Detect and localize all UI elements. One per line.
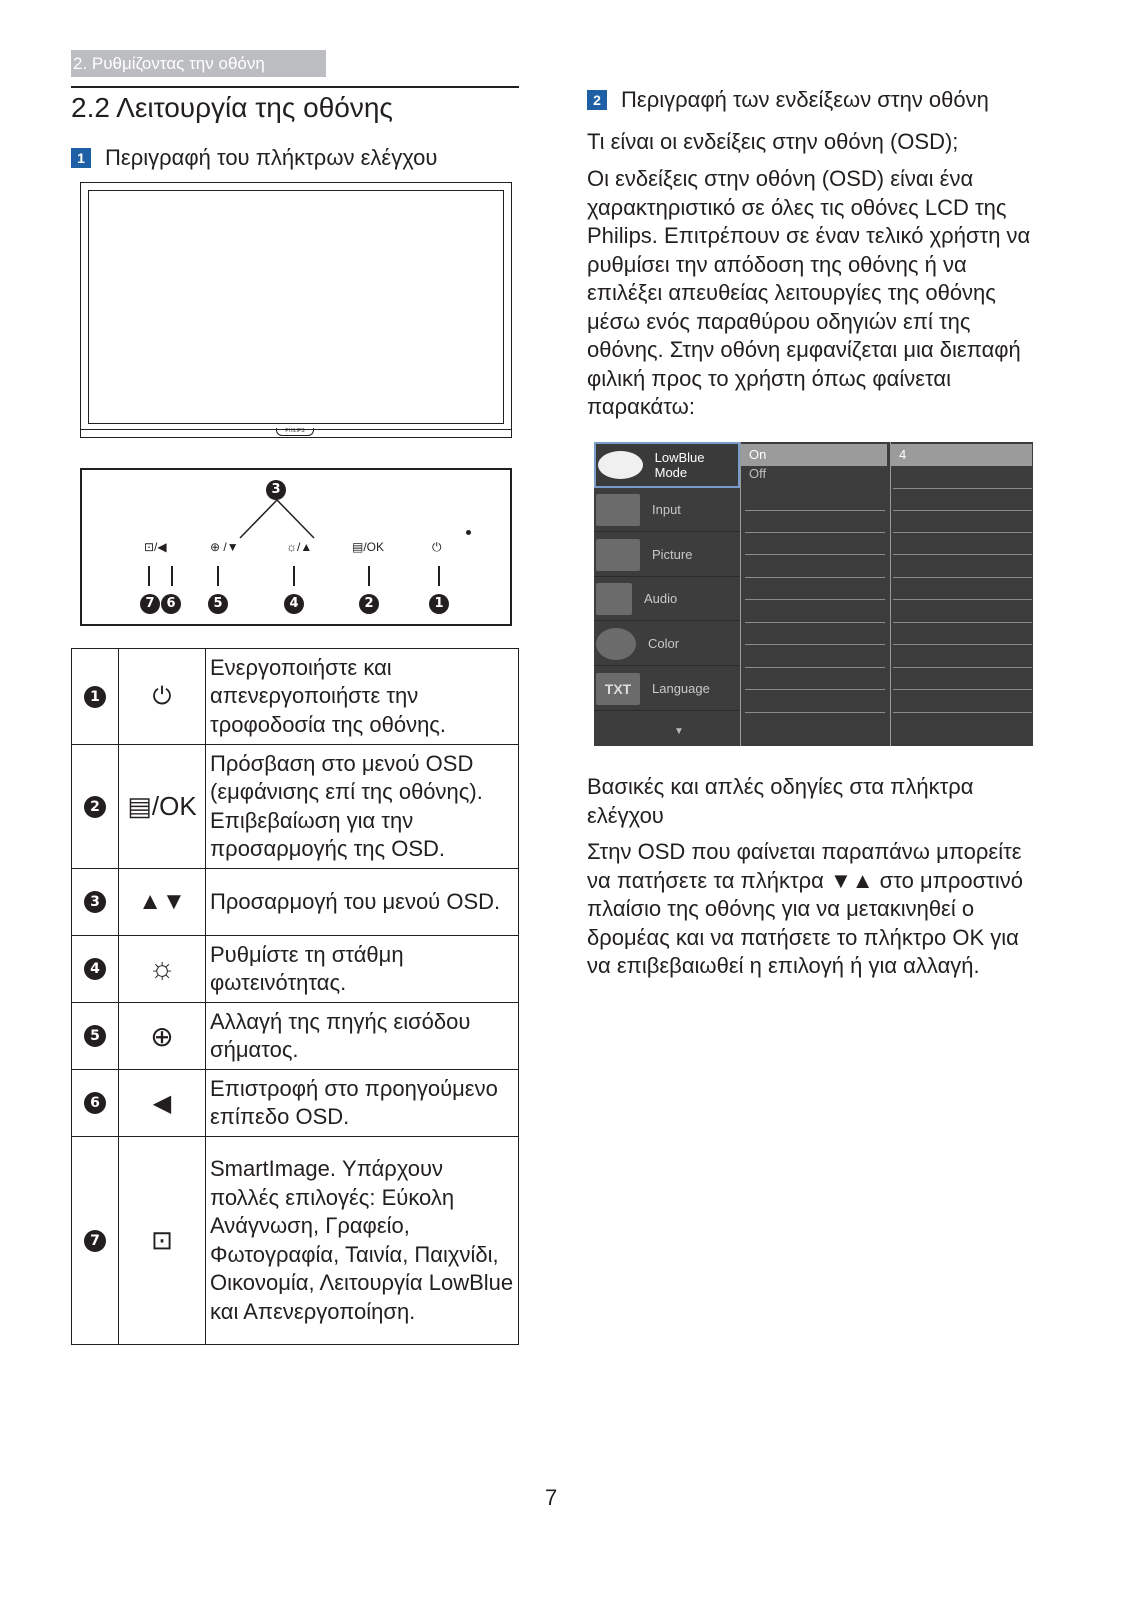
osd-divider [893, 667, 1032, 668]
picture-icon [596, 539, 640, 571]
osd-divider [893, 689, 1032, 690]
input-source-icon [596, 494, 640, 526]
tick [148, 566, 150, 586]
input-icon: ⊕ [150, 1020, 174, 1052]
tick [438, 566, 440, 586]
tick [293, 566, 295, 586]
smartimage-icon: ⊡ [151, 1225, 173, 1255]
osd-item-label: Language [652, 681, 710, 696]
osd-divider [893, 510, 1032, 511]
subheading-controls [71, 144, 437, 172]
osd-divider [893, 712, 1032, 713]
tick [217, 566, 219, 586]
power-icon: ⏻ [152, 682, 172, 710]
basic-instructions-text: Στην OSD που φαίνεται παραπάνω μπορείτε να πατήσετε τα πλήκτρα ▼▲ στο μπροστινό πλαίσιο της οθόνης για να μετακινηθεί ο δρομέας και να πατήσετε το πλήκτρο OK για να επιβεβαιωθεί η επιλογή ή για αλλαγή. [587, 839, 1023, 978]
row-description: Επιστροφή στο προηγούμενο επίπεδο OSD. [206, 1070, 519, 1137]
osd-item-label: Color [648, 636, 680, 651]
osd-divider [745, 554, 885, 555]
eye-icon [598, 451, 643, 479]
table-row [72, 1070, 519, 1137]
row-description: SmartImage. Υπάρχουν πολλές επιλογές: Εύκολη Ανάγνωση, Γραφείο, Φωτογραφία, Ταινία, Παιχνίδι, Οικονομία, Λειτουργία LowBlue και Απενεργοποίηση. [206, 1137, 519, 1345]
osd-item-label: LowBlue Mode [654, 450, 705, 480]
menu-ok-icon: ▤/OK [127, 791, 197, 821]
monitor-screen [88, 190, 504, 424]
osd-item-input [594, 488, 740, 532]
callout-5: 5 [208, 594, 228, 614]
key-label-menu-ok: ▤/OK [352, 540, 385, 554]
tick [171, 566, 173, 586]
table-row [72, 649, 519, 745]
row-number: 7 [84, 1230, 106, 1252]
brand-badge: PHILIPS [276, 428, 314, 436]
row-description: Ενεργοποιήστε και απενεργοποιήστε την τροφοδοσία της οθόνης. [206, 649, 519, 745]
osd-divider [745, 622, 885, 623]
osd-screenshot [594, 442, 1033, 746]
table-row [72, 1137, 519, 1345]
section-title: 2.2 Λειτουργία της οθόνης [71, 92, 393, 123]
callout-7: 7 [140, 594, 160, 614]
callout-2: 2 [359, 594, 379, 614]
row-description: Ρυθμίστε τη στάθμη φωτεινότητας. [206, 936, 519, 1003]
key-label-smartimage: ⊡/◀ [144, 540, 167, 554]
subheading-controls-title: Περιγραφή του πλήκτρων ελέγχου [105, 145, 438, 170]
basic-instructions-heading: Βασικές και απλές οδηγίες στα πλήκτρα ελέγχου [587, 774, 974, 828]
key-label-brightness: ☼/▲ [286, 540, 313, 554]
key-label-input: ⊕ /▼ [210, 540, 239, 554]
osd-item-picture [594, 533, 740, 577]
osd-divider [893, 622, 1032, 623]
osd-divider [893, 554, 1032, 555]
osd-item-lowblue [594, 442, 740, 488]
osd-divider [745, 689, 885, 690]
speaker-icon [596, 583, 632, 615]
row-number: 5 [84, 1025, 106, 1047]
up-down-icon: ▲▼ [138, 888, 186, 915]
table-row [72, 869, 519, 936]
osd-submenu-column [740, 442, 890, 746]
table-row [72, 1003, 519, 1070]
osd-option-off: Off [749, 466, 767, 481]
back-icon: ◀ [152, 1089, 172, 1117]
brightness-icon: ☼ [148, 952, 176, 985]
page-number: 7 [545, 1485, 558, 1510]
osd-item-audio [594, 577, 740, 621]
callout-1: 1 [429, 594, 449, 614]
osd-value: 4 [891, 444, 1032, 466]
callout-6: 6 [161, 594, 181, 614]
control-panel-diagram [80, 468, 512, 626]
chapter-tag: 2. Ρυθμίζοντας την οθόνη [71, 50, 326, 77]
osd-paragraph: Οι ενδείξεις στην οθόνη (OSD) είναι ένα χαρακτηριστικό σε όλες τις οθόνες LCD της Philips. Επιτρέπουν σε έναν τελικό χρήστη να ρυθμίσει την απόδοση της οθόνης ή να επιλέξει απευθείας λειτουργίες της οθόνης μέσω ενός παραθύρου οδηγιών επί της οθόνης. Στην οθόνη εμφανίζεται μια διεπαφή φιλική προς το χρήστη όπως φαίνεται παρακάτω: [587, 166, 1031, 419]
row-description: Πρόσβαση στο μενού OSD (εμφάνισης επί της οθόνης). Επιβεβαίωση για την προσαρμογής της OSD. [206, 745, 519, 869]
osd-divider [893, 488, 1032, 489]
osd-divider [893, 532, 1032, 533]
callout-3: 3 [266, 480, 286, 500]
osd-option-on: On [741, 444, 887, 466]
title-rule [71, 86, 519, 88]
osd-divider [893, 599, 1032, 600]
subheading-osd-title: Περιγραφή των ενδείξεων στην οθόνη [621, 87, 989, 112]
section-number-badge: 1 [71, 148, 91, 168]
row-number: 1 [84, 686, 106, 708]
row-number: 6 [84, 1092, 106, 1114]
txt-language-icon: TXT [596, 673, 640, 705]
table-row [72, 745, 519, 869]
osd-divider [745, 599, 885, 600]
osd-question: Τι είναι οι ενδείξεις στην οθόνη (OSD); [587, 129, 959, 154]
scroll-down-icon: ▼ [674, 726, 684, 737]
tick [368, 566, 370, 586]
osd-item-language [594, 667, 740, 711]
osd-divider [745, 667, 885, 668]
key-label-power: ⏻ [432, 540, 442, 554]
color-icon [596, 628, 636, 660]
osd-divider [745, 644, 885, 645]
osd-divider [893, 577, 1032, 578]
callout-4: 4 [284, 594, 304, 614]
row-description: Αλλαγή της πηγής εισόδου σήματος. [206, 1003, 519, 1070]
osd-value-column [890, 442, 1033, 746]
row-number: 3 [84, 891, 106, 913]
osd-divider [745, 532, 885, 533]
osd-divider [745, 712, 885, 713]
osd-divider [745, 510, 885, 511]
control-keys-table [71, 648, 519, 1345]
power-led [466, 530, 471, 535]
osd-item-label: Audio [644, 591, 678, 606]
osd-divider [893, 644, 1032, 645]
osd-item-label: Picture [652, 547, 693, 562]
callout-lines [232, 500, 322, 540]
row-number: 2 [84, 796, 106, 818]
table-row [72, 936, 519, 1003]
subheading-osd [587, 86, 989, 114]
osd-item-label: Input [652, 502, 681, 517]
osd-divider [745, 577, 885, 578]
section-number-badge: 2 [587, 90, 607, 110]
osd-menu-column [594, 442, 740, 746]
row-description: Προσαρμογή του μενού OSD. [206, 869, 519, 936]
osd-item-color [594, 622, 740, 666]
row-number: 4 [84, 958, 106, 980]
